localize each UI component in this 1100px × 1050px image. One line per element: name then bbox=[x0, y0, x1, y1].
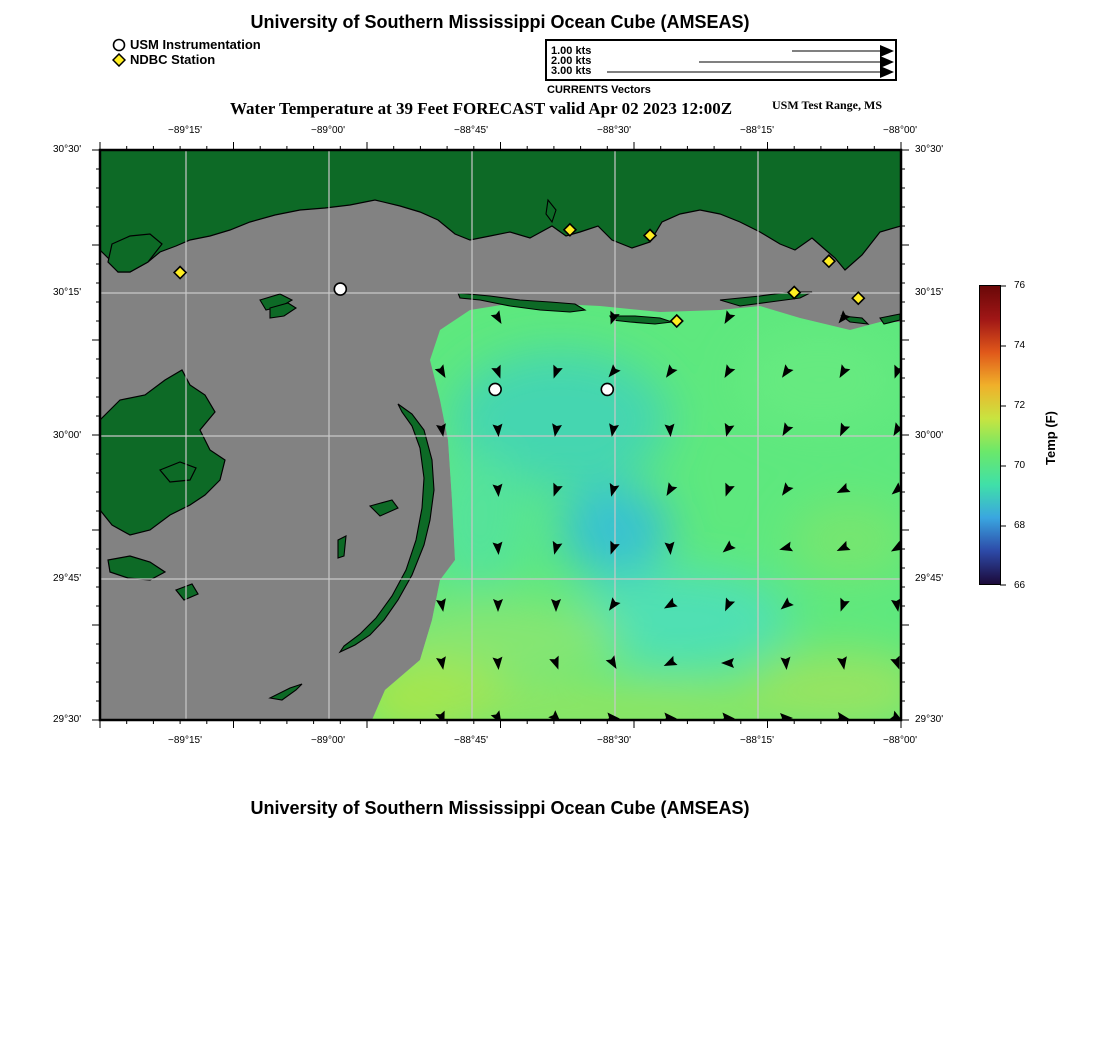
lon-label-bottom-5: −88°15' bbox=[740, 735, 774, 746]
colorbar-ticks bbox=[1000, 280, 1020, 590]
lon-label-top-4: −88°30' bbox=[597, 125, 631, 136]
lat-label-right-2: 30°15' bbox=[915, 287, 944, 298]
colorbar-tick-72: 72 bbox=[1014, 400, 1026, 411]
colorbar-tick-74: 74 bbox=[1014, 340, 1026, 351]
colorbar-tick-76: 76 bbox=[1014, 280, 1026, 291]
lat-label-right-4: 29°45' bbox=[915, 573, 944, 584]
lon-label-bottom-2: −89°00' bbox=[311, 735, 345, 746]
vector-key-3kt: 3.00 kts bbox=[551, 65, 592, 77]
lon-label-top-3: −88°45' bbox=[454, 125, 488, 136]
lat-label-left-1: 30°30' bbox=[53, 144, 82, 155]
lat-label-left-4: 29°45' bbox=[53, 573, 82, 584]
colorbar-tick-68: 68 bbox=[1014, 520, 1026, 531]
colorbar-tick-70: 70 bbox=[1014, 460, 1026, 471]
lon-label-bottom-6: −88°00' bbox=[883, 735, 917, 746]
lat-label-left-2: 30°15' bbox=[53, 287, 82, 298]
lat-label-left-5: 29°30' bbox=[53, 714, 82, 725]
lat-label-right-5: 29°30' bbox=[915, 714, 944, 725]
region-label: USM Test Range, MS bbox=[772, 98, 883, 112]
legend-usm-label: USM Instrumentation bbox=[130, 37, 261, 52]
usm-instrument-marker bbox=[489, 383, 501, 395]
map-title: Water Temperature at 39 Feet FORECAST valid Apr 02 2023 12:00Z bbox=[230, 99, 733, 118]
lon-label-bottom-1: −89°15' bbox=[168, 735, 202, 746]
colorbar-label: Temp (F) bbox=[1043, 411, 1058, 465]
lon-label-bottom-4: −88°30' bbox=[597, 735, 631, 746]
top-title: University of Southern Mississippi Ocean Cube (AMSEAS) bbox=[250, 12, 750, 32]
vector-key-1kt: 1.00 kts bbox=[551, 45, 592, 57]
lon-label-top-2: −89°00' bbox=[311, 125, 345, 136]
colorbar-gradient bbox=[980, 286, 1000, 584]
usm-instrument-marker bbox=[334, 283, 346, 295]
lon-label-top-1: −89°15' bbox=[168, 125, 202, 136]
colorbar bbox=[979, 285, 1001, 585]
legend-ndbc-label: NDBC Station bbox=[130, 52, 216, 67]
lat-label-right-1: 30°30' bbox=[915, 144, 944, 155]
bottom-title: University of Southern Mississippi Ocean Cube (AMSEAS) bbox=[250, 798, 750, 818]
colorbar-tick-66: 66 bbox=[1014, 580, 1026, 591]
usm-instrument-marker bbox=[601, 383, 613, 395]
lat-label-right-3: 30°00' bbox=[915, 430, 944, 441]
lon-label-top-6: −88°00' bbox=[883, 125, 917, 136]
lon-label-top-5: −88°15' bbox=[740, 125, 774, 136]
vector-key-2kt: 2.00 kts bbox=[551, 55, 592, 67]
lon-label-bottom-3: −88°45' bbox=[454, 735, 488, 746]
vector-key-caption: CURRENTS Vectors bbox=[547, 84, 651, 96]
lat-label-left-3: 30°00' bbox=[53, 430, 82, 441]
